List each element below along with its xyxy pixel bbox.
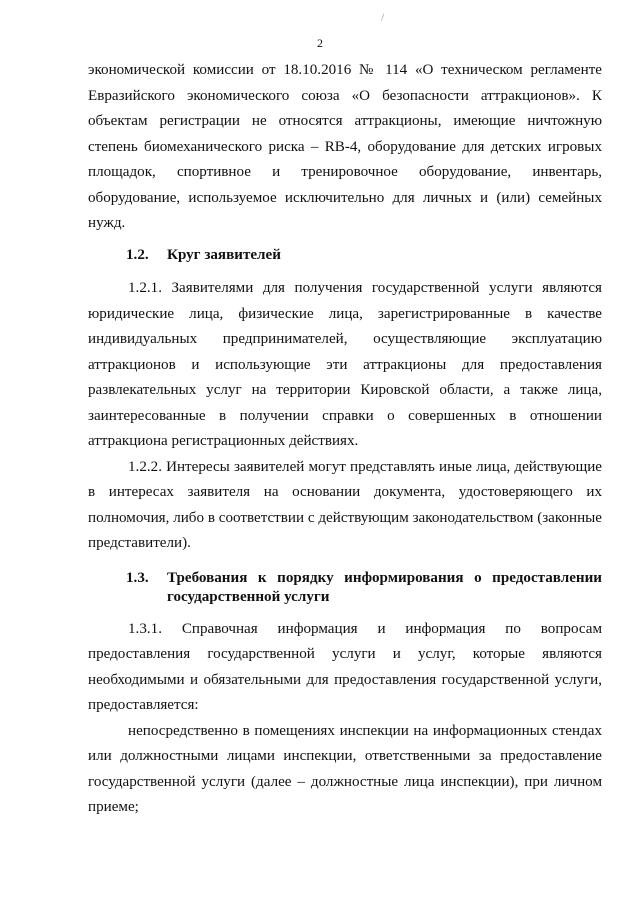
- section-heading-1-3: [88, 569, 602, 607]
- scan-mark: /: [381, 10, 385, 24]
- page-number: 2: [317, 36, 323, 50]
- section-title: Круг заявителей: [167, 246, 281, 263]
- section-heading-1-2: [88, 243, 602, 269]
- paragraph-1-2-2: 1.2.2. Интересы заявителей могут представлять иные лица, действующие в интересах заявителя на основании документа, удостоверяющего их полномочия, либо в соответствии с действующим законодательством (законные представители).: [88, 458, 602, 551]
- section-number: 1.2.: [126, 246, 149, 263]
- paragraph-continuation: экономической комиссии от 18.10.2016 № 114 «О техническом регламенте Евразийского экономического союза «О безопасности аттракционов». К объектам регистрации не относятся аттракционы, имеющие ничтожную степень биомеханического риска – RB-4, оборудование для детских игровых площадок, спортивное и тренировочное оборудование, инвентарь, оборудование, используемое исключительно для личных и (или) семейных нужд.: [88, 62, 602, 231]
- section-title: Требования к порядку информирования о предоставлении государственной услуги: [167, 569, 602, 605]
- paragraph-1-3-1: 1.3.1. Справочная информация и информация по вопросам предоставления государственной услуги и услуг, которые являются необходимыми и обязательными для предоставления государственной услуги, предоставляется:: [88, 620, 602, 713]
- document-body: [88, 58, 602, 821]
- paragraph-1-2-1: 1.2.1. Заявителями для получения государственной услуги являются юридические лица, физические лица, зарегистрированные в качестве индивидуальных предпринимателей, осуществляющие эксплуатацию аттракционов и использующие эти аттракционы для предоставления развлекательных услуг на территории Кировской области, а также лица, заинтересованные в получении справки о совершенных в отношении аттракциона регистрационных действиях.: [88, 280, 602, 449]
- paragraph-info-channel: непосредственно в помещениях инспекции на информационных стендах или должностными лицами инспекции, ответственными за предоставление государственной услуги (далее – должностные лица инспекции), при личном приеме;: [88, 722, 602, 815]
- section-number: 1.3.: [126, 569, 149, 586]
